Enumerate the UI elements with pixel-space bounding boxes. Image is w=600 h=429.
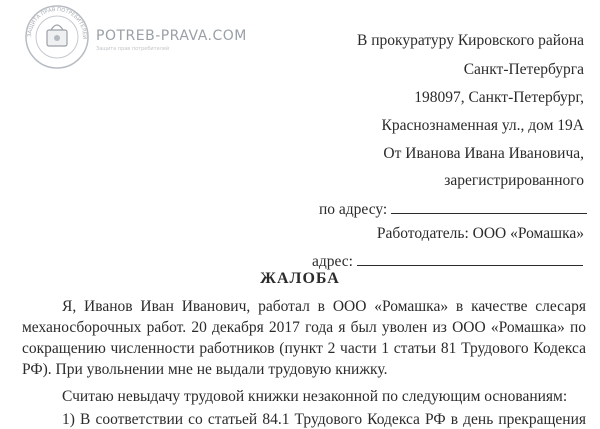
- paragraph-2-line-1: Считаю невыдачу трудовой книжки незаконной по следующим основаниям:: [62, 388, 568, 405]
- paragraph-1-line-2: механосборочных работ. 20 декабря 2017 года я был уволен из ООО «Ромашка» по: [22, 319, 586, 336]
- sender-line-1: От Иванова Ивана Ивановича,: [383, 145, 584, 162]
- document-title: ЖАЛОБА: [260, 270, 340, 287]
- recipient-line-4: Краснознаменная ул., дом 19А: [381, 117, 584, 134]
- site-name[interactable]: POTREB-PRAVA.COM: [96, 28, 247, 44]
- address-blank: [391, 199, 587, 214]
- employer-address-field: [312, 251, 583, 271]
- employer-address-blank: [357, 251, 583, 266]
- address-label: по адресу:: [319, 201, 388, 218]
- recipient-line-3: 198097, Санкт-Петербург,: [414, 89, 584, 106]
- employer-line: Работодатель: ООО «Ромашка»: [376, 225, 584, 242]
- site-tagline: Защита прав потребителей: [96, 46, 170, 52]
- recipient-line-2: Санкт-Петербурга: [463, 61, 584, 78]
- sender-line-2: зарегистрированного: [444, 172, 584, 189]
- paragraph-3-line-1: 1) В соответствии со статьей 84.1 Трудового Кодекса РФ в день прекращения: [62, 411, 586, 428]
- address-field: [319, 199, 587, 219]
- paragraph-1-line-1: Я, Иванов Иван Иванович, работал в ООО «Ромашка» в качестве слесаря: [62, 298, 586, 315]
- logo-ring-text: ЗАЩИТА ПРАВ ПОТРЕБИТЕЛЕЙ: [26, 6, 88, 40]
- paragraph-1-line-3: сокращению численности работников (пункт 2 части 1 статьи 81 Трудового Кодекса: [22, 340, 586, 357]
- site-logo-icon: [24, 4, 90, 70]
- paragraph-1-line-4: РФ). При увольнении мне не выдали трудовую книжку.: [22, 361, 388, 378]
- recipient-line-1: В прокуратуру Кировского района: [357, 32, 584, 49]
- employer-address-label: адрес:: [312, 253, 353, 270]
